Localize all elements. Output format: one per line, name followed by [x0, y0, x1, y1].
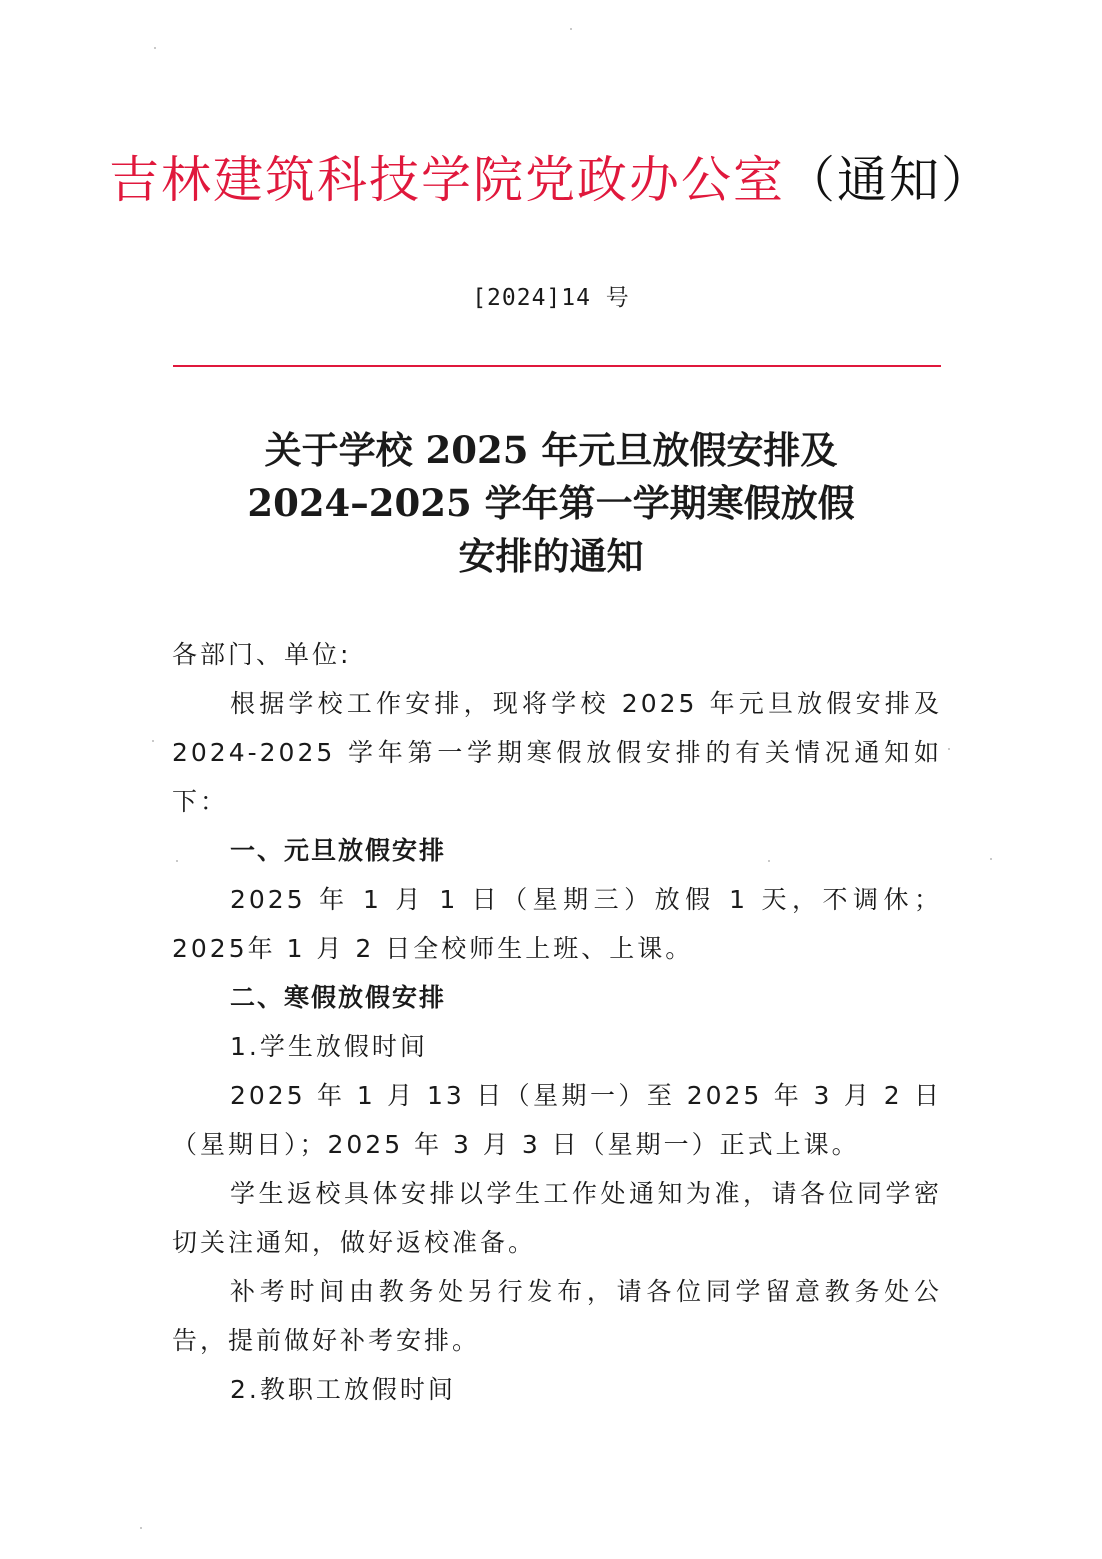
document-number: [2024]14 号	[472, 285, 630, 311]
scan-speck	[990, 858, 992, 860]
scan-speck	[176, 860, 178, 862]
scan-speck	[948, 748, 950, 750]
scan-speck	[768, 860, 770, 862]
section-1-paragraph: 2025 年 1 月 1 日（星期三）放假 1 天，不调休；2025年 1 月 2 日全校师生上班、上课。	[172, 885, 942, 963]
student-return-paragraph: 学生返校具体安排以学生工作处通知为准，请各位同学密切关注通知，做好返校准备。	[172, 1179, 942, 1257]
salutation: 各部门、单位:	[172, 640, 352, 669]
masthead-doc-type: （通知）	[785, 151, 993, 209]
subsection-1-heading: 1.学生放假时间	[230, 1032, 428, 1061]
masthead-org-name: 吉林建筑科技学院党政办公室	[109, 151, 785, 209]
scan-speck	[154, 47, 156, 49]
subsection-2-heading: 2.教职工放假时间	[230, 1375, 456, 1404]
scan-speck	[570, 28, 572, 30]
makeup-exam-paragraph: 补考时间由教务处另行发布，请各位同学留意教务处公告，提前做好补考安排。	[172, 1277, 942, 1355]
scan-speck	[140, 1527, 142, 1529]
document-title	[0, 424, 1102, 583]
title-line-3: 安排的通知	[458, 534, 644, 578]
section-2-heading: 二、寒假放假安排	[230, 983, 447, 1012]
red-divider-line	[173, 365, 941, 367]
student-holiday-dates: 2025 年 1 月 13 日（星期一）至 2025 年 3 月 2 日（星期日）；2025 年 3 月 3 日（星期一）正式上课。	[172, 1081, 942, 1159]
scan-speck	[152, 740, 154, 742]
title-line-1: 关于学校 2025 年元旦放假安排及	[264, 428, 838, 472]
section-1-heading: 一、元旦放假安排	[230, 836, 447, 865]
title-line-2: 2024–2025 学年第一学期寒假放假	[247, 481, 855, 525]
masthead	[0, 140, 1102, 220]
intro-paragraph: 根据学校工作安排，现将学校 2025 年元旦放假安排及2024-2025 学年第一学期寒假放假安排的有关情况通知如下：	[172, 689, 942, 816]
document-body	[172, 630, 942, 1414]
